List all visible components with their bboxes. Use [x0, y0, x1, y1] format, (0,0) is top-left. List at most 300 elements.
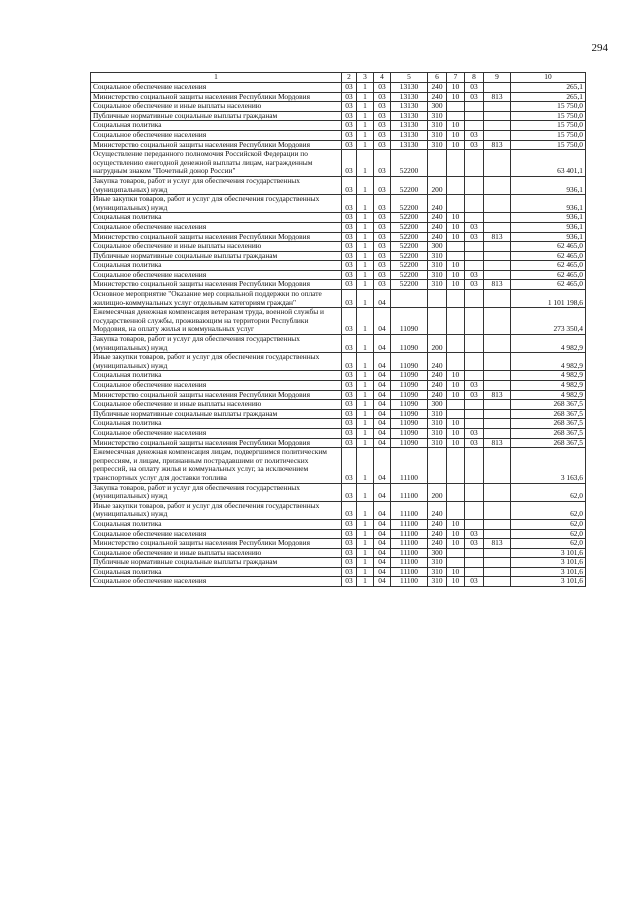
- cell-name: Социальное обеспечение населения: [91, 428, 342, 438]
- table-row: [91, 261, 586, 271]
- cell-code-9: [484, 308, 511, 335]
- cell-name: Социальное обеспечение населения: [91, 577, 342, 587]
- cell-code-3: 1: [357, 519, 374, 529]
- cell-code-4: 03: [374, 261, 391, 271]
- cell-code-4: 03: [374, 130, 391, 140]
- cell-code-6: 240: [428, 539, 447, 549]
- cell-code-3: 1: [357, 111, 374, 121]
- cell-code-4: 03: [374, 102, 391, 112]
- cell-amount: 62,0: [511, 539, 586, 549]
- cell-name: Министерство социальной защиты населения Республики Мордовия: [91, 438, 342, 448]
- cell-code-6: [428, 150, 447, 177]
- cell-code-9: [484, 548, 511, 558]
- cell-code-4: 04: [374, 448, 391, 483]
- cell-amount: 4 982,9: [511, 353, 586, 371]
- table-row: [91, 130, 586, 140]
- cell-code-9: [484, 195, 511, 213]
- cell-name: Социальное обеспечение и иные выплаты населению: [91, 400, 342, 410]
- cell-name: Закупка товаров, работ и услуг для обеспечения государственных (муниципальных) нужд: [91, 335, 342, 353]
- header-cell-c7: 7: [447, 73, 465, 83]
- cell-code-3: 1: [357, 270, 374, 280]
- table-row: [91, 213, 586, 223]
- header-cell-name: 1: [91, 73, 342, 83]
- cell-code-6: 200: [428, 176, 447, 194]
- cell-code-5: 11100: [391, 501, 428, 519]
- cell-code-9: [484, 519, 511, 529]
- cell-code-2: 03: [342, 121, 357, 131]
- cell-code-4: 04: [374, 409, 391, 419]
- cell-name: Социальное обеспечение населения: [91, 270, 342, 280]
- cell-code-7: [447, 335, 465, 353]
- cell-amount: 62 465,0: [511, 242, 586, 252]
- cell-code-6: 240: [428, 195, 447, 213]
- cell-code-2: 03: [342, 280, 357, 290]
- table-row: [91, 102, 586, 112]
- cell-code-4: 04: [374, 519, 391, 529]
- cell-code-4: 04: [374, 290, 391, 308]
- cell-code-3: 1: [357, 501, 374, 519]
- cell-code-5: 11090: [391, 428, 428, 438]
- cell-code-9: [484, 150, 511, 177]
- table-row: [91, 438, 586, 448]
- cell-code-2: 03: [342, 270, 357, 280]
- table-row: [91, 501, 586, 519]
- table-row: [91, 140, 586, 150]
- cell-code-8: [465, 519, 484, 529]
- cell-code-7: 10: [447, 92, 465, 102]
- cell-code-7: 10: [447, 371, 465, 381]
- cell-code-4: 04: [374, 308, 391, 335]
- table-row: [91, 409, 586, 419]
- cell-code-6: 310: [428, 577, 447, 587]
- cell-name: Министерство социальной защиты населения Республики Мордовия: [91, 280, 342, 290]
- table-row: [91, 111, 586, 121]
- cell-amount: 1 101 198,6: [511, 290, 586, 308]
- cell-code-2: 03: [342, 419, 357, 429]
- table-row: [91, 390, 586, 400]
- cell-amount: 3 101,6: [511, 577, 586, 587]
- header-cell-c8: 8: [465, 73, 484, 83]
- cell-name: Публичные нормативные социальные выплаты гражданам: [91, 558, 342, 568]
- cell-name: Социальная политика: [91, 371, 342, 381]
- cell-code-7: [447, 483, 465, 501]
- cell-code-2: 03: [342, 577, 357, 587]
- cell-amount: 15 750,0: [511, 140, 586, 150]
- cell-code-6: 200: [428, 335, 447, 353]
- cell-code-9: [484, 400, 511, 410]
- budget-table: [90, 72, 586, 587]
- cell-code-5: 52200: [391, 176, 428, 194]
- cell-code-7: [447, 242, 465, 252]
- cell-code-2: 03: [342, 290, 357, 308]
- cell-code-9: 813: [484, 92, 511, 102]
- cell-name: Социальная политика: [91, 213, 342, 223]
- cell-amount: 62,0: [511, 529, 586, 539]
- cell-code-5: 11090: [391, 438, 428, 448]
- cell-name: Министерство социальной защиты населения Республики Мордовия: [91, 140, 342, 150]
- table-row: [91, 121, 586, 131]
- cell-code-4: 04: [374, 390, 391, 400]
- cell-code-8: [465, 242, 484, 252]
- cell-code-4: 03: [374, 195, 391, 213]
- cell-code-2: 03: [342, 483, 357, 501]
- cell-code-6: [428, 290, 447, 308]
- cell-code-7: 10: [447, 567, 465, 577]
- cell-code-9: [484, 558, 511, 568]
- cell-code-6: 240: [428, 501, 447, 519]
- cell-code-8: 03: [465, 381, 484, 391]
- cell-code-3: 1: [357, 140, 374, 150]
- table-row: [91, 280, 586, 290]
- cell-code-2: 03: [342, 400, 357, 410]
- cell-code-2: 03: [342, 448, 357, 483]
- table-body: [91, 83, 586, 587]
- cell-code-3: 1: [357, 390, 374, 400]
- table-row: [91, 567, 586, 577]
- header-cell-c9: 9: [484, 73, 511, 83]
- cell-code-8: [465, 150, 484, 177]
- cell-code-3: 1: [357, 261, 374, 271]
- cell-code-7: 10: [447, 121, 465, 131]
- cell-amount: 15 750,0: [511, 130, 586, 140]
- table-row: [91, 222, 586, 232]
- cell-code-8: [465, 121, 484, 131]
- cell-name: Социальная политика: [91, 519, 342, 529]
- cell-code-4: 04: [374, 567, 391, 577]
- cell-name: Социальная политика: [91, 121, 342, 131]
- cell-code-3: 1: [357, 483, 374, 501]
- cell-code-9: [484, 102, 511, 112]
- cell-code-6: 240: [428, 353, 447, 371]
- cell-code-4: 03: [374, 280, 391, 290]
- cell-code-6: [428, 308, 447, 335]
- cell-code-3: 1: [357, 308, 374, 335]
- cell-amount: 62,0: [511, 501, 586, 519]
- cell-code-7: 10: [447, 270, 465, 280]
- cell-code-8: [465, 176, 484, 194]
- cell-code-4: 03: [374, 232, 391, 242]
- cell-code-5: 13130: [391, 83, 428, 93]
- cell-code-4: 04: [374, 483, 391, 501]
- cell-code-5: 13130: [391, 140, 428, 150]
- cell-code-8: [465, 308, 484, 335]
- cell-name: Публичные нормативные социальные выплаты гражданам: [91, 251, 342, 261]
- cell-code-6: 240: [428, 83, 447, 93]
- cell-code-8: 03: [465, 390, 484, 400]
- cell-code-9: [484, 409, 511, 419]
- cell-code-8: [465, 335, 484, 353]
- cell-code-3: 1: [357, 400, 374, 410]
- cell-code-7: 10: [447, 419, 465, 429]
- cell-code-6: 200: [428, 483, 447, 501]
- table-row: [91, 529, 586, 539]
- cell-code-3: 1: [357, 121, 374, 131]
- cell-code-7: 10: [447, 519, 465, 529]
- cell-amount: 3 101,6: [511, 567, 586, 577]
- cell-code-9: 813: [484, 539, 511, 549]
- cell-code-4: 04: [374, 353, 391, 371]
- cell-code-9: [484, 335, 511, 353]
- cell-code-6: 310: [428, 558, 447, 568]
- cell-code-2: 03: [342, 140, 357, 150]
- cell-code-3: 1: [357, 242, 374, 252]
- cell-code-4: 04: [374, 428, 391, 438]
- cell-code-6: 310: [428, 121, 447, 131]
- table-row: [91, 150, 586, 177]
- cell-amount: 15 750,0: [511, 111, 586, 121]
- cell-amount: 4 982,9: [511, 335, 586, 353]
- cell-code-5: 11100: [391, 577, 428, 587]
- cell-code-6: 240: [428, 222, 447, 232]
- cell-code-3: 1: [357, 577, 374, 587]
- cell-code-3: 1: [357, 353, 374, 371]
- cell-code-2: 03: [342, 519, 357, 529]
- cell-code-9: [484, 242, 511, 252]
- cell-amount: 62 465,0: [511, 261, 586, 271]
- cell-code-9: [484, 353, 511, 371]
- table-row: [91, 83, 586, 93]
- cell-code-2: 03: [342, 83, 357, 93]
- cell-amount: 265,1: [511, 92, 586, 102]
- cell-code-3: 1: [357, 150, 374, 177]
- cell-code-8: 03: [465, 222, 484, 232]
- cell-code-7: 10: [447, 381, 465, 391]
- cell-code-7: 10: [447, 428, 465, 438]
- cell-code-8: 03: [465, 539, 484, 549]
- cell-name: Иные закупки товаров, работ и услуг для обеспечения государственных (муниципальных) нужд: [91, 501, 342, 519]
- cell-amount: 3 101,6: [511, 548, 586, 558]
- cell-code-7: [447, 409, 465, 419]
- cell-code-7: [447, 501, 465, 519]
- cell-code-6: 310: [428, 567, 447, 577]
- cell-code-4: 03: [374, 213, 391, 223]
- cell-code-6: 310: [428, 280, 447, 290]
- cell-code-5: 11090: [391, 390, 428, 400]
- cell-code-8: [465, 251, 484, 261]
- cell-name: Ежемесячная денежная компенсация лицам, подвергшимся политическим репрессиям, и лицам, признанным пострадавшими от политических репрессий, на оплату жилья и коммунальных услуг, за исключением транспортных услуг для доставки топлива: [91, 448, 342, 483]
- cell-code-7: [447, 195, 465, 213]
- cell-name: Социальное обеспечение и иные выплаты населению: [91, 548, 342, 558]
- cell-code-9: [484, 222, 511, 232]
- table-row: [91, 419, 586, 429]
- cell-code-8: [465, 419, 484, 429]
- cell-code-2: 03: [342, 251, 357, 261]
- cell-code-2: 03: [342, 353, 357, 371]
- cell-amount: 936,1: [511, 213, 586, 223]
- table-row: [91, 92, 586, 102]
- table-row: [91, 539, 586, 549]
- cell-code-2: 03: [342, 539, 357, 549]
- cell-code-9: [484, 121, 511, 131]
- cell-code-3: 1: [357, 409, 374, 419]
- cell-code-4: 04: [374, 419, 391, 429]
- cell-amount: 936,1: [511, 232, 586, 242]
- cell-code-9: 813: [484, 438, 511, 448]
- cell-code-6: 310: [428, 251, 447, 261]
- cell-name: Социальная политика: [91, 261, 342, 271]
- cell-amount: 936,1: [511, 222, 586, 232]
- cell-code-8: [465, 111, 484, 121]
- cell-code-8: [465, 400, 484, 410]
- cell-name: Социальное обеспечение населения: [91, 130, 342, 140]
- cell-code-6: 310: [428, 111, 447, 121]
- cell-amount: 15 750,0: [511, 121, 586, 131]
- table-row: [91, 251, 586, 261]
- cell-code-3: 1: [357, 335, 374, 353]
- cell-code-3: 1: [357, 102, 374, 112]
- table-row: [91, 483, 586, 501]
- cell-code-7: 10: [447, 529, 465, 539]
- table-row: [91, 242, 586, 252]
- cell-code-4: 04: [374, 371, 391, 381]
- table-row: [91, 195, 586, 213]
- table-row: [91, 353, 586, 371]
- cell-code-8: 03: [465, 83, 484, 93]
- cell-code-6: 310: [428, 130, 447, 140]
- cell-amount: 4 982,9: [511, 390, 586, 400]
- table-row: [91, 577, 586, 587]
- cell-name: Социальное обеспечение и иные выплаты населению: [91, 102, 342, 112]
- cell-code-6: 310: [428, 270, 447, 280]
- cell-code-8: 03: [465, 232, 484, 242]
- cell-code-6: 310: [428, 428, 447, 438]
- cell-code-8: 03: [465, 577, 484, 587]
- cell-amount: 936,1: [511, 195, 586, 213]
- cell-code-3: 1: [357, 232, 374, 242]
- cell-code-9: [484, 130, 511, 140]
- cell-code-8: 03: [465, 270, 484, 280]
- cell-amount: 268 367,5: [511, 428, 586, 438]
- cell-name: Министерство социальной защиты населения Республики Мордовия: [91, 92, 342, 102]
- cell-code-8: [465, 501, 484, 519]
- cell-amount: 268 367,5: [511, 419, 586, 429]
- cell-amount: 3 163,6: [511, 448, 586, 483]
- cell-amount: 3 101,6: [511, 558, 586, 568]
- cell-code-5: 52200: [391, 213, 428, 223]
- cell-code-6: 310: [428, 409, 447, 419]
- cell-amount: 936,1: [511, 176, 586, 194]
- cell-code-6: 310: [428, 438, 447, 448]
- table-row: [91, 548, 586, 558]
- cell-code-4: 03: [374, 92, 391, 102]
- cell-amount: 4 982,9: [511, 381, 586, 391]
- cell-code-6: 310: [428, 419, 447, 429]
- cell-code-4: 04: [374, 558, 391, 568]
- table-row: [91, 290, 586, 308]
- cell-code-3: 1: [357, 448, 374, 483]
- cell-code-6: 300: [428, 400, 447, 410]
- cell-code-3: 1: [357, 529, 374, 539]
- cell-code-9: 813: [484, 232, 511, 242]
- table-header: [91, 73, 586, 83]
- cell-code-9: [484, 501, 511, 519]
- cell-code-9: [484, 448, 511, 483]
- cell-code-4: 03: [374, 83, 391, 93]
- cell-code-8: [465, 371, 484, 381]
- cell-name: Социальное обеспечение населения: [91, 83, 342, 93]
- cell-code-2: 03: [342, 501, 357, 519]
- cell-code-5: 52200: [391, 242, 428, 252]
- cell-code-9: [484, 483, 511, 501]
- cell-code-7: 10: [447, 577, 465, 587]
- cell-code-9: [484, 577, 511, 587]
- cell-code-5: 52200: [391, 270, 428, 280]
- cell-amount: 62,0: [511, 483, 586, 501]
- cell-code-2: 03: [342, 428, 357, 438]
- cell-code-9: [484, 83, 511, 93]
- cell-code-5: 52200: [391, 280, 428, 290]
- cell-code-5: [391, 290, 428, 308]
- cell-code-7: 10: [447, 130, 465, 140]
- cell-name: Социальная политика: [91, 567, 342, 577]
- cell-name: Ежемесячная денежная компенсация ветеранам труда, военной службы и государственной службы, проживающим на территории Республики Мордовия, на оплату жилья и коммунальных услуг: [91, 308, 342, 335]
- header-cell-c5: 5: [391, 73, 428, 83]
- table-row: [91, 176, 586, 194]
- cell-name: Социальная политика: [91, 419, 342, 429]
- cell-code-9: [484, 371, 511, 381]
- cell-code-2: 03: [342, 567, 357, 577]
- cell-code-4: 04: [374, 335, 391, 353]
- cell-code-6: 240: [428, 381, 447, 391]
- table-row: [91, 400, 586, 410]
- cell-amount: 62,0: [511, 519, 586, 529]
- cell-code-4: 03: [374, 111, 391, 121]
- cell-code-3: 1: [357, 83, 374, 93]
- cell-code-5: 11090: [391, 400, 428, 410]
- cell-code-8: 03: [465, 140, 484, 150]
- cell-code-5: 11100: [391, 548, 428, 558]
- header-cell-c3: 3: [357, 73, 374, 83]
- cell-code-2: 03: [342, 335, 357, 353]
- cell-code-3: 1: [357, 381, 374, 391]
- cell-code-3: 1: [357, 92, 374, 102]
- page-number: 294: [591, 42, 608, 54]
- cell-code-8: [465, 195, 484, 213]
- cell-code-2: 03: [342, 222, 357, 232]
- cell-code-9: [484, 213, 511, 223]
- cell-code-3: 1: [357, 419, 374, 429]
- cell-code-7: 10: [447, 539, 465, 549]
- table-row: [91, 308, 586, 335]
- cell-code-4: 03: [374, 242, 391, 252]
- cell-code-6: 300: [428, 242, 447, 252]
- cell-code-7: [447, 176, 465, 194]
- table-row: [91, 381, 586, 391]
- cell-code-5: 11090: [391, 419, 428, 429]
- cell-code-5: 13130: [391, 111, 428, 121]
- cell-code-7: 10: [447, 222, 465, 232]
- cell-code-2: 03: [342, 232, 357, 242]
- cell-code-4: 04: [374, 548, 391, 558]
- cell-code-8: 03: [465, 428, 484, 438]
- cell-code-7: [447, 400, 465, 410]
- cell-code-5: 11090: [391, 381, 428, 391]
- cell-code-4: 03: [374, 270, 391, 280]
- cell-code-7: 10: [447, 438, 465, 448]
- table-row: [91, 335, 586, 353]
- cell-code-3: 1: [357, 290, 374, 308]
- cell-code-2: 03: [342, 529, 357, 539]
- table-row: [91, 270, 586, 280]
- cell-code-3: 1: [357, 251, 374, 261]
- cell-code-5: 11100: [391, 567, 428, 577]
- cell-amount: 63 401,1: [511, 150, 586, 177]
- cell-code-4: 04: [374, 529, 391, 539]
- cell-code-5: 52200: [391, 150, 428, 177]
- cell-code-3: 1: [357, 280, 374, 290]
- cell-code-5: 11090: [391, 335, 428, 353]
- cell-code-9: [484, 290, 511, 308]
